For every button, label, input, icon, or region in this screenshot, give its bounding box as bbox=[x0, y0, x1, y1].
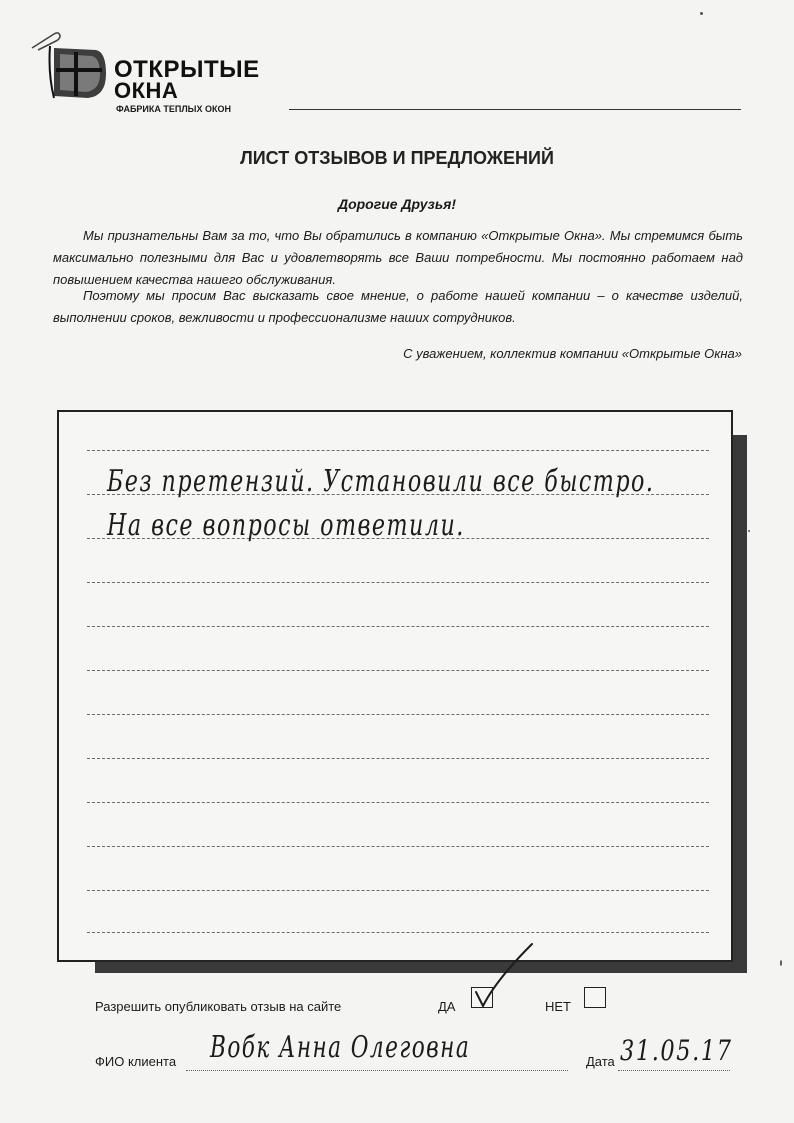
ruled-line bbox=[87, 670, 709, 671]
ruled-line bbox=[87, 714, 709, 715]
ruled-line bbox=[87, 890, 709, 891]
page-title: ЛИСТ ОТЗЫВОВ И ПРЕДЛОЖЕНИЙ bbox=[240, 148, 554, 168]
handwritten-feedback-line: На все вопросы ответили. bbox=[107, 508, 465, 543]
brand-name-line2: ОКНА bbox=[114, 78, 179, 103]
client-name-underline bbox=[186, 1070, 568, 1071]
feedback-box[interactable] bbox=[57, 410, 733, 962]
scan-speck bbox=[700, 12, 703, 15]
date-label: Дата bbox=[586, 1054, 615, 1069]
yes-label: ДА bbox=[438, 999, 456, 1014]
scan-speck bbox=[780, 960, 782, 966]
request-paragraph: Поэтому мы просим Вас высказать свое мнение, о работе нашей компании – о качестве изделий, выполнении сроков, вежливости и профессионализме наших сотрудников. bbox=[53, 288, 743, 325]
brand-name-line1: ОТКРЫТЫЕ bbox=[114, 56, 260, 83]
publish-consent-label: Разрешить опубликовать отзыв на сайте bbox=[95, 999, 342, 1014]
header-divider bbox=[289, 109, 741, 110]
greeting: Дорогие Друзья! bbox=[337, 196, 457, 212]
scan-speck bbox=[748, 530, 750, 532]
brand-tagline: ФАБРИКА ТЕПЛЫХ ОКОН bbox=[116, 104, 231, 114]
ruled-line bbox=[87, 932, 709, 933]
date-underline bbox=[618, 1070, 730, 1071]
ruled-line bbox=[87, 582, 709, 583]
ruled-line bbox=[87, 626, 709, 627]
ruled-line bbox=[87, 846, 709, 847]
handwritten-feedback-line: Без претензий. Установили все быстро. bbox=[107, 464, 655, 499]
client-name-field[interactable]: Вобк Анна Олеговна bbox=[210, 1030, 471, 1065]
company-signature: С уважением, коллектив компании «Открытые Окна» bbox=[403, 346, 742, 361]
ruled-line bbox=[87, 802, 709, 803]
client-name-label: ФИО клиента bbox=[95, 1054, 177, 1069]
ruled-line bbox=[87, 450, 709, 451]
date-field[interactable]: 31.05.17 bbox=[620, 1034, 733, 1067]
window-logo-icon bbox=[48, 44, 110, 100]
no-label: НЕТ bbox=[545, 999, 571, 1014]
ruled-line bbox=[87, 758, 709, 759]
intro-paragraph: Мы признательны Вам за то, что Вы обратились в компанию «Открытые Окна». Мы стремимся быть максимально полезными для Вас и удовлетворять все Ваши потребности. Мы постоянно работаем над повышением качества нашего обслуживания. bbox=[53, 228, 743, 287]
checkmark-icon bbox=[466, 940, 536, 1012]
no-checkbox[interactable] bbox=[584, 987, 606, 1008]
